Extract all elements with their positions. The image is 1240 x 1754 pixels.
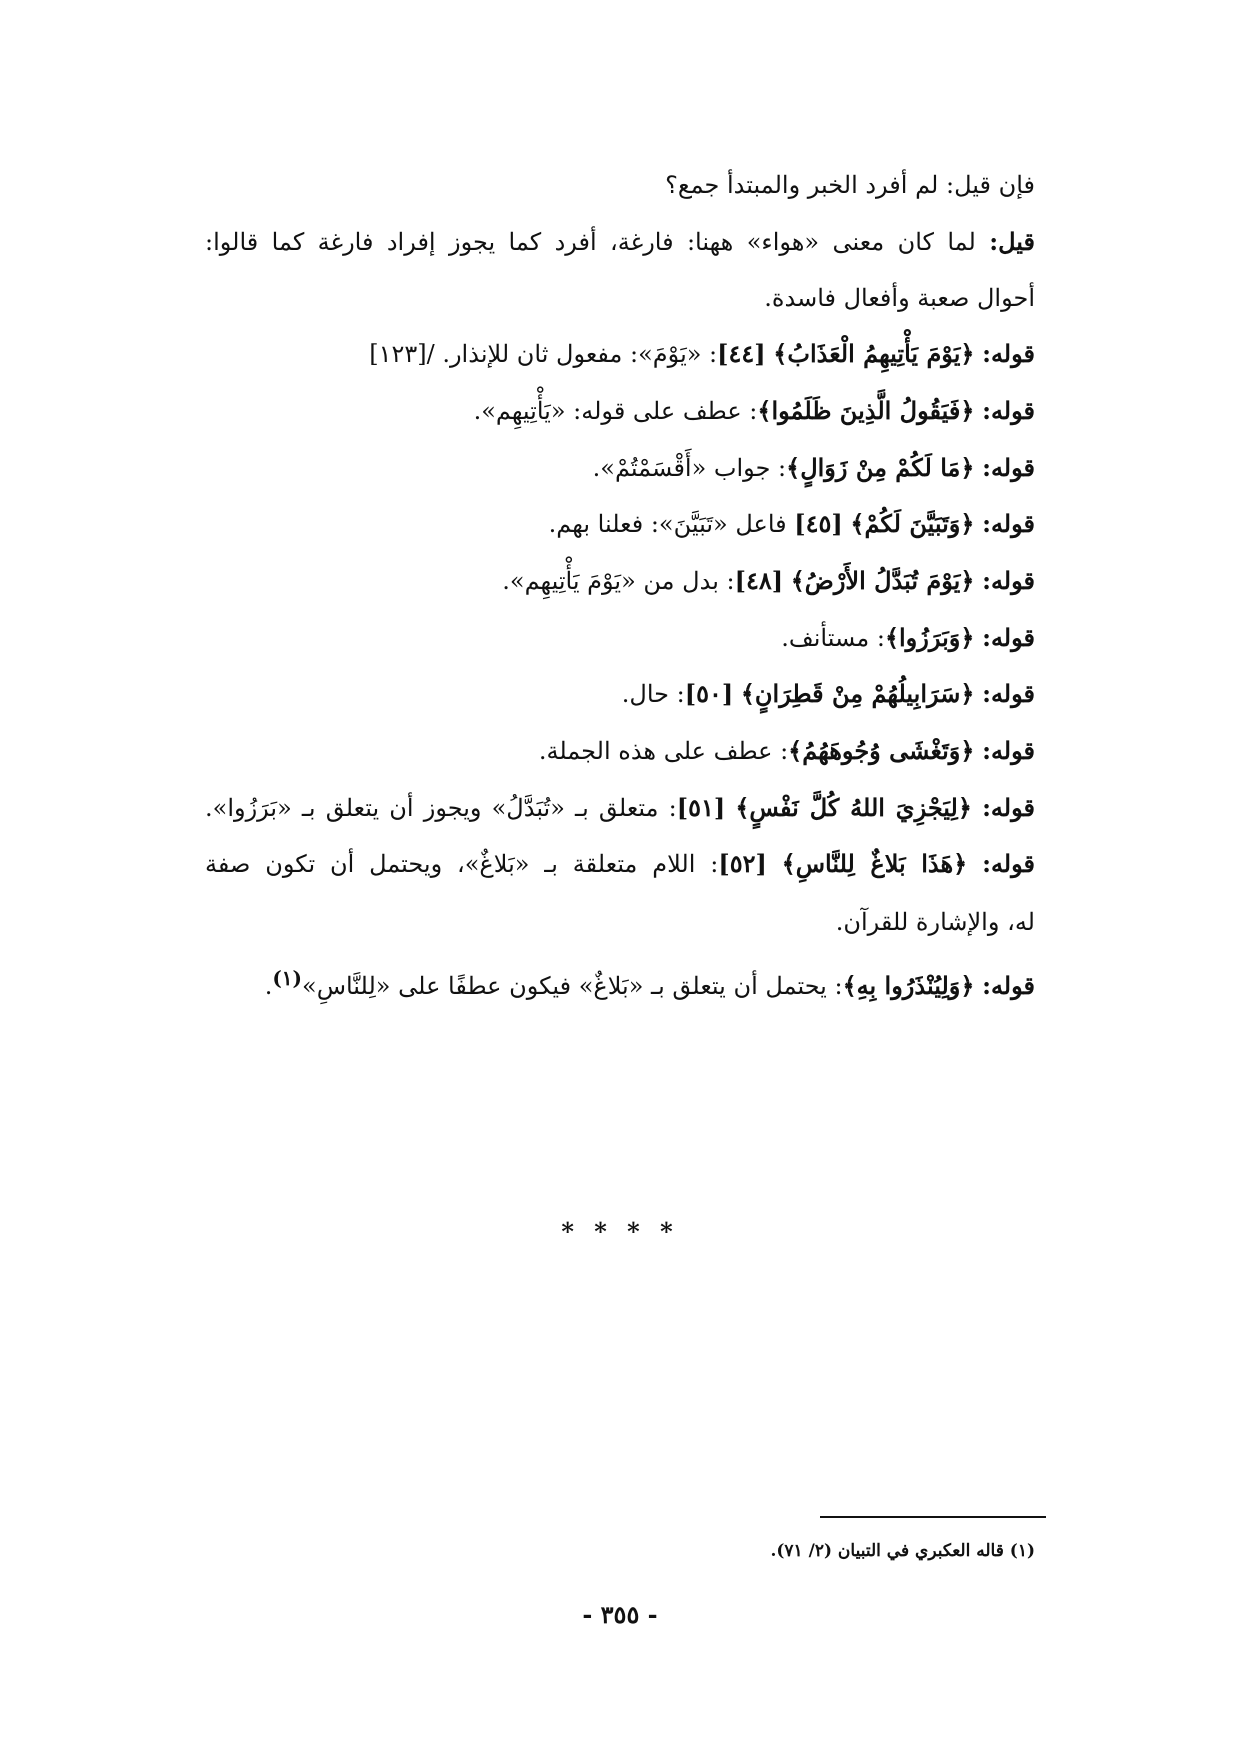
line-text: أحوال صعبة وأفعال فاسدة.	[764, 284, 1035, 312]
line-lead: قوله:	[982, 623, 1035, 652]
line-tail: .	[264, 972, 273, 1000]
text-line-13	[205, 844, 1035, 884]
footnote: (١) قاله العكبري في التبيان (٢/ ٧١).	[770, 1541, 1035, 1561]
line-lead: قوله:	[982, 679, 1035, 708]
quran-verse: ﴿يَوْمَ تُبَدَّلُ الأَرْضُ﴾	[790, 566, 975, 595]
text-line-8	[502, 561, 1035, 601]
page-number: - ٣٥٥ -	[582, 1600, 658, 1629]
line-lead: قوله:	[982, 849, 1035, 878]
line-lead: قوله:	[982, 971, 1035, 1000]
line-text: : عطف على قوله: «يَأْتِيهِم».	[473, 397, 758, 425]
text-line-11	[539, 731, 1035, 771]
line-text: : حال.	[621, 680, 685, 708]
line-text: فاعل «تَبَيَّنَ»: فعلنا بهم.	[548, 510, 795, 538]
line-lead: قيل:	[989, 227, 1035, 256]
verse-reference: [٤٤]	[717, 339, 766, 368]
line-text: : مستأنف.	[781, 624, 885, 652]
text-line-4	[369, 334, 1035, 374]
line-lead: قوله:	[982, 339, 1035, 368]
text-line-5	[474, 391, 1035, 431]
line-text: : جواب «أَقْسَمْتُمْ».	[592, 454, 787, 482]
footnote-marker: (١)	[272, 966, 303, 990]
text-line-9	[781, 618, 1035, 658]
text-line-10	[622, 674, 1035, 714]
verse-reference: [٤٨]	[734, 566, 784, 595]
text-line-1	[665, 165, 1035, 205]
quran-verse: ﴿لِيَجْزِيَ اللهُ كُلَّ نَفْسٍ﴾	[735, 793, 972, 822]
line-lead: قوله:	[982, 793, 1035, 822]
section-separator: * * * *	[561, 1217, 679, 1246]
text-line-3	[764, 278, 1035, 318]
line-text: : يحتمل أن يتعلق بـ «بَلاغٌ» فيكون عطفًا على «لِلنَّاسِ»	[302, 972, 843, 1000]
line-text: : اللام متعلقة بـ «بَلاغٌ»، ويحتمل أن تكون صفة	[205, 850, 719, 878]
line-text: : بدل من «يَوْمَ يَأْتِيهِم».	[502, 567, 735, 595]
line-lead: قوله:	[982, 566, 1035, 595]
quran-verse: ﴿هَذَا بَلاغٌ لِلنَّاسِ﴾	[781, 849, 968, 878]
line-text: لما كان معنى «هواء» ههنا: فارغة، أفرد كما يجوز إفراد فارغة كما قالوا:	[205, 228, 990, 256]
quran-verse: ﴿فَيَقُولُ الَّذِينَ ظَلَمُوا﴾	[757, 396, 975, 425]
text-line-15	[265, 958, 1035, 1006]
verse-reference: [٥١]	[676, 793, 726, 822]
text-line-12	[205, 788, 1035, 828]
line-text: : «يَوْمَ»: مفعول ثان للإنذار. /[١٢٣]	[369, 340, 718, 368]
verse-reference: [٥٢]	[718, 849, 767, 878]
verse-reference: [٥٠]	[684, 679, 734, 708]
quran-verse: ﴿وَتَغْشَى وُجُوهَهُمُ﴾	[788, 736, 975, 765]
text-line-2	[205, 222, 1035, 262]
quran-verse: ﴿يَوْمَ يَأْتِيهِمُ الْعَذَابُ﴾	[773, 339, 975, 368]
quran-verse: ﴿وَتَبَيَّنَ لَكُمْ﴾	[850, 509, 975, 538]
line-lead: قوله:	[982, 396, 1035, 425]
line-lead: قوله:	[982, 509, 1035, 538]
line-text: له، والإشارة للقرآن.	[835, 908, 1035, 936]
text-line-14	[836, 902, 1035, 942]
verse-reference: [٤٥]	[794, 509, 843, 538]
footnote-divider	[820, 1516, 1046, 1518]
quran-verse: ﴿وَبَرَزُوا﴾	[884, 623, 975, 652]
text-line-7	[549, 504, 1035, 544]
line-text: : عطف على هذه الجملة.	[538, 737, 789, 765]
line-lead: قوله:	[982, 453, 1035, 482]
line-lead: قوله:	[982, 736, 1035, 765]
quran-verse: ﴿سَرَابِيلُهُمْ مِنْ قَطِرَانٍ﴾	[740, 679, 975, 708]
quran-verse: ﴿مَا لَكُمْ مِنْ زَوَالٍ﴾	[786, 453, 975, 482]
line-text: فإن قيل: لم أفرد الخبر والمبتدأ جمع؟	[665, 171, 1035, 199]
line-text: : متعلق بـ «تُبَدَّلُ» ويجوز أن يتعلق بـ «بَرَزُوا».	[205, 794, 677, 822]
quran-verse: ﴿وَلِيُنْذَرُوا بِهِ﴾	[842, 971, 975, 1000]
text-line-6	[593, 448, 1035, 488]
